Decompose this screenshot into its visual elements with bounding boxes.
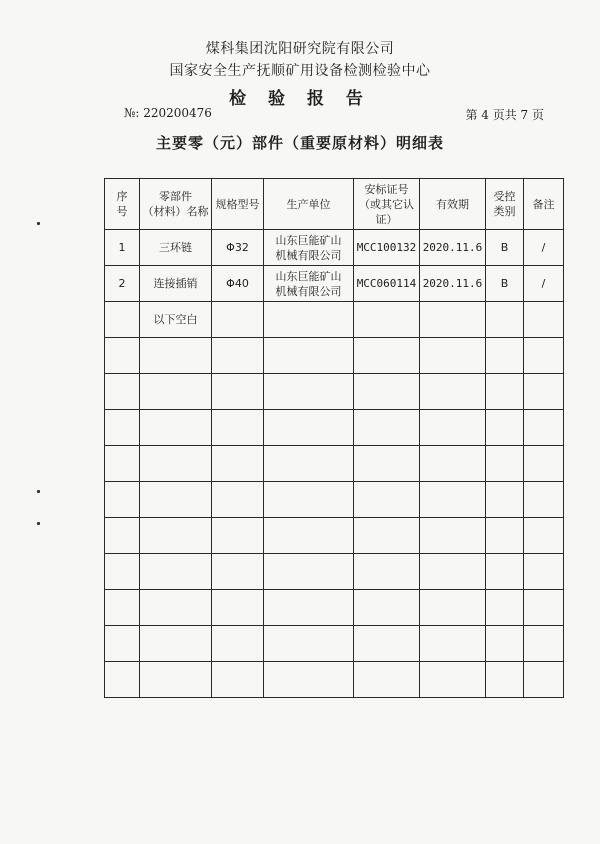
empty-cell <box>354 374 420 410</box>
scan-mark <box>37 490 40 493</box>
table-row <box>105 590 564 626</box>
col-header-control <box>486 179 524 230</box>
header-line: 证） <box>375 212 398 226</box>
cell-validity <box>420 302 486 338</box>
empty-cell <box>420 338 486 374</box>
cell-spec: Φ32 <box>212 230 264 266</box>
empty-cell <box>486 446 524 482</box>
empty-cell <box>212 482 264 518</box>
empty-cell <box>105 518 140 554</box>
table-row <box>105 302 564 338</box>
empty-cell <box>486 410 524 446</box>
empty-cell <box>354 410 420 446</box>
empty-cell <box>105 662 140 698</box>
empty-cell <box>354 590 420 626</box>
col-header-manufacturer: 生产单位 <box>264 179 354 230</box>
empty-cell <box>524 554 564 590</box>
empty-cell <box>212 554 264 590</box>
empty-cell <box>486 662 524 698</box>
empty-cell <box>420 590 486 626</box>
header-line: 安标证号 <box>364 182 409 196</box>
empty-cell <box>264 338 354 374</box>
empty-cell <box>486 482 524 518</box>
empty-cell <box>420 410 486 446</box>
cell-note: / <box>524 230 564 266</box>
empty-cell <box>140 446 212 482</box>
empty-cell <box>212 590 264 626</box>
cell-note <box>524 302 564 338</box>
col-header-cert <box>354 179 420 230</box>
empty-cell <box>140 662 212 698</box>
table-row <box>105 266 564 302</box>
empty-cell <box>140 374 212 410</box>
empty-cell <box>264 662 354 698</box>
empty-cell <box>140 554 212 590</box>
manufacturer-line: 山东巨能矿山 <box>275 269 342 283</box>
empty-cell <box>105 590 140 626</box>
col-header-note: 备注 <box>524 179 564 230</box>
table-header-row <box>105 179 564 230</box>
empty-cell <box>140 482 212 518</box>
table-row <box>105 482 564 518</box>
col-header-validity: 有效期 <box>420 179 486 230</box>
empty-cell <box>420 518 486 554</box>
cell-validity: 2020.11.6 <box>420 230 486 266</box>
empty-cell <box>420 374 486 410</box>
manufacturer-line: 机械有限公司 <box>275 248 342 262</box>
table-row <box>105 662 564 698</box>
cell-seq: 1 <box>105 230 140 266</box>
empty-cell <box>105 482 140 518</box>
table-row <box>105 626 564 662</box>
page-info: 第 4 页共 7 页 <box>465 108 544 122</box>
scan-mark <box>37 222 40 225</box>
table-row <box>105 230 564 266</box>
empty-cell <box>212 518 264 554</box>
cell-cert <box>354 302 420 338</box>
cell-note: / <box>524 266 564 302</box>
table-row <box>105 446 564 482</box>
parts-table <box>104 178 564 698</box>
header-line: 零部件 <box>159 190 192 203</box>
empty-cell <box>486 590 524 626</box>
empty-cell <box>212 446 264 482</box>
empty-cell <box>420 554 486 590</box>
empty-cell <box>105 338 140 374</box>
empty-cell <box>105 626 140 662</box>
empty-cell <box>486 374 524 410</box>
table-row <box>105 518 564 554</box>
empty-cell <box>212 662 264 698</box>
empty-cell <box>420 482 486 518</box>
header-line: （材料）名称 <box>142 205 209 218</box>
empty-cell <box>264 410 354 446</box>
empty-cell <box>264 518 354 554</box>
report-title: 检 验 报 告 <box>229 89 371 109</box>
empty-cell <box>524 410 564 446</box>
empty-cell <box>105 374 140 410</box>
empty-cell <box>524 590 564 626</box>
empty-cell <box>264 374 354 410</box>
empty-cell <box>420 446 486 482</box>
cell-cert: MCC060114 <box>354 266 420 302</box>
empty-cell <box>140 410 212 446</box>
empty-cell <box>140 518 212 554</box>
cell-control: B <box>486 230 524 266</box>
empty-cell <box>486 626 524 662</box>
cell-blank-note: 以下空白 <box>140 302 212 338</box>
cell-manufacturer <box>264 302 354 338</box>
empty-cell <box>212 626 264 662</box>
empty-cell <box>264 590 354 626</box>
table-title: 主要零（元）部件（重要原材料）明细表 <box>155 134 444 152</box>
empty-cell <box>486 518 524 554</box>
cell-spec: Φ40 <box>212 266 264 302</box>
col-header-part-name <box>140 179 212 230</box>
empty-cell <box>140 626 212 662</box>
empty-cell <box>212 374 264 410</box>
blank-rows <box>105 338 564 698</box>
cell-manufacturer <box>264 230 354 266</box>
table-row <box>105 338 564 374</box>
manufacturer-line: 机械有限公司 <box>275 284 342 298</box>
empty-cell <box>354 554 420 590</box>
cell-seq: 2 <box>105 266 140 302</box>
empty-cell <box>264 626 354 662</box>
empty-cell <box>524 374 564 410</box>
empty-cell <box>524 482 564 518</box>
testing-center-name: 国家安全生产抚顺矿用设备检测检验中心 <box>169 63 431 79</box>
empty-cell <box>105 410 140 446</box>
empty-cell <box>486 338 524 374</box>
empty-cell <box>354 338 420 374</box>
empty-cell <box>264 446 354 482</box>
cell-seq <box>105 302 140 338</box>
header-line: 号 <box>116 205 128 218</box>
empty-cell <box>264 482 354 518</box>
organization-name: 煤科集团沈阳研究院有限公司 <box>205 41 395 57</box>
empty-cell <box>486 554 524 590</box>
empty-cell <box>524 446 564 482</box>
col-header-seq <box>105 179 140 230</box>
header-line: （或其它认 <box>359 197 414 211</box>
header-line: 受控 <box>493 190 516 203</box>
empty-cell <box>524 626 564 662</box>
empty-cell <box>105 446 140 482</box>
empty-cell <box>524 662 564 698</box>
table-row <box>105 554 564 590</box>
empty-cell <box>140 338 212 374</box>
cell-cert: MCC100132 <box>354 230 420 266</box>
empty-cell <box>420 662 486 698</box>
cell-manufacturer <box>264 266 354 302</box>
cell-part-name: 连接插销 <box>140 266 212 302</box>
empty-cell <box>354 662 420 698</box>
empty-cell <box>212 338 264 374</box>
report-number: №: 220200476 <box>124 106 212 120</box>
empty-cell <box>140 590 212 626</box>
empty-cell <box>420 626 486 662</box>
cell-part-name: 三环链 <box>140 230 212 266</box>
cell-control: B <box>486 266 524 302</box>
table-row <box>105 374 564 410</box>
empty-cell <box>354 446 420 482</box>
empty-cell <box>354 518 420 554</box>
empty-cell <box>354 482 420 518</box>
empty-cell <box>264 554 354 590</box>
manufacturer-line: 山东巨能矿山 <box>275 233 342 247</box>
header-line: 序 <box>116 190 128 203</box>
empty-cell <box>105 554 140 590</box>
empty-cell <box>354 626 420 662</box>
cell-control <box>486 302 524 338</box>
scan-mark <box>37 522 40 525</box>
table-row <box>105 410 564 446</box>
empty-cell <box>524 518 564 554</box>
cell-spec <box>212 302 264 338</box>
empty-cell <box>524 338 564 374</box>
col-header-spec: 规格型号 <box>212 179 264 230</box>
empty-cell <box>212 410 264 446</box>
header-line: 类别 <box>493 205 516 218</box>
cell-validity: 2020.11.6 <box>420 266 486 302</box>
